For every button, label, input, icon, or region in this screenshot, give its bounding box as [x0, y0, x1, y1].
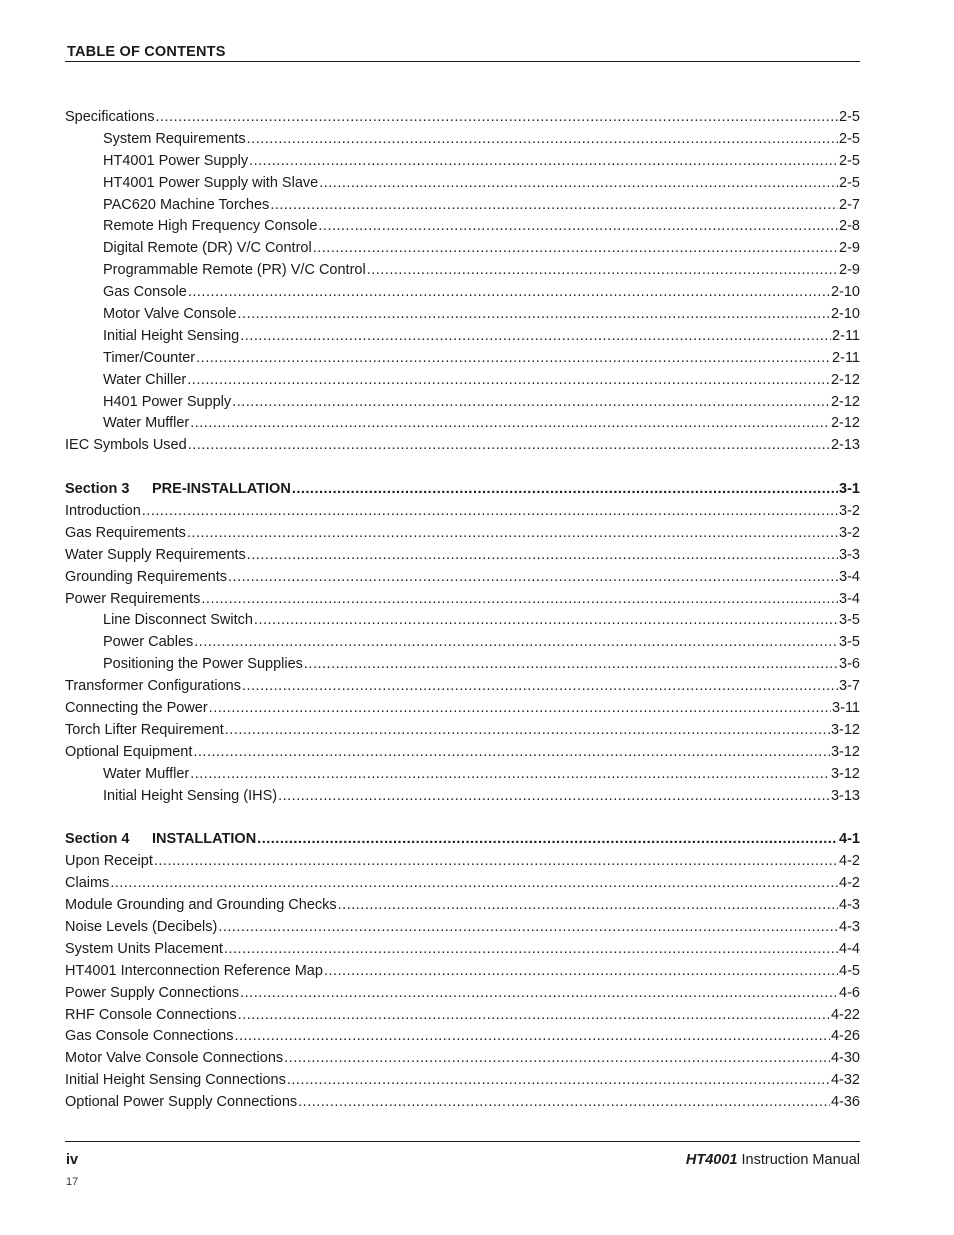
toc-leader-dots [154, 851, 838, 873]
toc-entry-title: Gas Console [103, 284, 187, 301]
toc-entry[interactable] [65, 1026, 860, 1048]
table-of-contents [65, 107, 860, 1114]
toc-entry-title: RHF Console Connections [65, 1006, 237, 1023]
toc-entry-title: Noise Levels (Decibels) [65, 918, 218, 935]
toc-entry-title: Introduction [65, 503, 141, 520]
toc-leader-dots [247, 545, 838, 567]
toc-leader-dots [187, 370, 830, 392]
toc-page-number: 4-3 [839, 897, 860, 914]
toc-entry-title: Gas Requirements [65, 524, 186, 541]
toc-entry-title: IEC Symbols Used [65, 437, 187, 454]
toc-entry-title: PAC620 Machine Torches [103, 196, 270, 213]
toc-leader-dots [196, 348, 831, 370]
toc-page-number: 3-12 [830, 721, 860, 738]
toc-leader-dots [238, 304, 830, 326]
toc-section-number: Section 3 [65, 481, 130, 498]
toc-leader-dots [313, 238, 838, 260]
toc-leader-dots [187, 523, 838, 545]
toc-entry[interactable] [65, 895, 860, 917]
toc-entry-title [65, 479, 291, 501]
toc-page-number: 4-36 [830, 1094, 860, 1111]
toc-entry-title: Connecting the Power [65, 700, 208, 717]
toc-entry-title: Remote High Frequency Console [103, 218, 318, 235]
toc-entry-title: Gas Console Connections [65, 1028, 234, 1045]
toc-entry-title: System Units Placement [65, 940, 223, 957]
toc-section-heading[interactable] [65, 829, 860, 851]
toc-leader-dots [367, 260, 838, 282]
toc-entry[interactable] [65, 786, 860, 808]
toc-entry-title: Programmable Remote (PR) V/C Control [103, 262, 366, 279]
toc-leader-dots [257, 829, 838, 851]
toc-leader-dots [188, 435, 830, 457]
toc-leader-dots [234, 1026, 830, 1048]
toc-entry[interactable] [65, 173, 860, 195]
toc-entry-title: Grounding Requirements [65, 568, 228, 585]
footer-manual-title [686, 1152, 860, 1168]
toc-entry-title: Specifications [65, 109, 155, 125]
toc-page-number: 2-5 [839, 109, 860, 125]
toc-entry[interactable] [65, 567, 860, 589]
header-divider [65, 61, 860, 62]
toc-entry[interactable] [65, 129, 860, 151]
toc-entry[interactable] [65, 523, 860, 545]
toc-page-number: 2-5 [839, 152, 860, 169]
toc-entry[interactable] [65, 260, 860, 282]
toc-entry-title: Power Requirements [65, 590, 201, 607]
toc-entry[interactable] [65, 151, 860, 173]
toc-entry[interactable] [65, 304, 860, 326]
toc-entry[interactable] [65, 983, 860, 1005]
toc-page-number: 2-5 [839, 174, 860, 191]
page-title: TABLE OF CONTENTS [67, 44, 226, 60]
toc-entry[interactable] [65, 742, 860, 764]
toc-entry[interactable] [65, 917, 860, 939]
toc-entry-title: Water Muffler [103, 765, 190, 782]
toc-leader-dots [194, 632, 838, 654]
toc-page-number: 2-12 [830, 415, 860, 432]
toc-leader-dots [240, 983, 838, 1005]
toc-leader-dots [270, 195, 838, 217]
toc-entry-title: Positioning the Power Supplies [103, 656, 303, 673]
toc-entry[interactable] [65, 1070, 860, 1092]
toc-page-number: 3-12 [830, 765, 860, 782]
toc-entry[interactable] [65, 282, 860, 304]
toc-leader-dots [254, 610, 838, 632]
toc-page-number: 2-8 [839, 218, 860, 235]
toc-page-number: 4-22 [830, 1006, 860, 1023]
toc-leader-dots [287, 1070, 830, 1092]
toc-page-number: 2-11 [832, 349, 860, 366]
toc-page-number: 4-2 [839, 853, 860, 870]
toc-section-title: INSTALLATION [152, 831, 257, 848]
toc-entry-title: Timer/Counter [103, 349, 196, 366]
toc-entry[interactable] [65, 216, 860, 238]
toc-leader-dots [228, 567, 838, 589]
toc-section-title: PRE-INSTALLATION [152, 481, 291, 498]
toc-page-number: 4-32 [830, 1072, 860, 1089]
toc-page-number: 2-11 [832, 327, 860, 344]
toc-entry-title: Power Cables [103, 634, 194, 651]
toc-page-number: 3-12 [830, 743, 860, 760]
toc-leader-dots [238, 1005, 830, 1027]
toc-entry[interactable] [65, 676, 860, 698]
toc-leader-dots [188, 282, 830, 304]
toc-entry-title: HT4001 Power Supply with Slave [103, 174, 319, 191]
toc-entry-title: Initial Height Sensing (IHS) [103, 787, 278, 804]
toc-leader-dots [218, 917, 838, 939]
toc-entry[interactable] [65, 961, 860, 983]
toc-page-number: 3-2 [839, 503, 860, 520]
toc-page-number: 2-9 [839, 240, 860, 257]
toc-page-number: 3-5 [839, 634, 860, 651]
toc-leader-dots [318, 216, 838, 238]
toc-entry[interactable] [65, 545, 860, 567]
toc-page-number: 4-2 [839, 875, 860, 892]
toc-entry[interactable] [65, 195, 860, 217]
toc-leader-dots [284, 1048, 830, 1070]
toc-section-heading[interactable] [65, 479, 860, 501]
toc-leader-dots [190, 764, 830, 786]
toc-entry-title: Torch Lifter Requirement [65, 721, 224, 738]
toc-entry-title: HT4001 Power Supply [103, 152, 249, 169]
toc-leader-dots [249, 151, 838, 173]
toc-leader-dots [224, 939, 838, 961]
toc-page-number: 4-30 [830, 1050, 860, 1067]
toc-entry[interactable] [65, 589, 860, 611]
toc-entry-title: Line Disconnect Switch [103, 612, 253, 629]
toc-leader-dots [247, 129, 838, 151]
toc-leader-dots [225, 720, 830, 742]
toc-leader-dots [292, 479, 838, 501]
toc-leader-dots [190, 413, 830, 435]
toc-entry-title: Digital Remote (DR) V/C Control [103, 240, 312, 257]
footer-divider [65, 1141, 860, 1142]
toc-entry-title: Motor Valve Console [103, 306, 237, 323]
toc-entry[interactable] [65, 1092, 860, 1114]
toc-leader-dots [232, 392, 830, 414]
toc-leader-dots [201, 589, 838, 611]
toc-page-number: 3-5 [839, 612, 860, 629]
toc-entry[interactable] [65, 413, 860, 435]
toc-entry-title: Motor Valve Console Connections [65, 1050, 284, 1067]
toc-page-number: 2-9 [839, 262, 860, 279]
toc-page-number: 3-2 [839, 524, 860, 541]
manual-model: HT4001 [685, 1152, 738, 1168]
toc-entry-title: Claims [65, 875, 110, 892]
toc-entry-title: Optional Equipment [65, 743, 193, 760]
toc-entry[interactable] [65, 501, 860, 523]
toc-page-number: 2-12 [830, 393, 860, 410]
toc-page-number: 4-6 [839, 984, 860, 1001]
toc-page-number: 2-5 [839, 130, 860, 147]
toc-entry-title: Transformer Configurations [65, 678, 241, 695]
toc-entry[interactable] [65, 1048, 860, 1070]
toc-page-number: 3-3 [839, 546, 860, 563]
toc-page-number: 4-1 [839, 831, 860, 848]
toc-leader-dots [242, 676, 838, 698]
toc-page-number: 4-5 [839, 962, 860, 979]
toc-entry[interactable] [65, 720, 860, 742]
toc-leader-dots [240, 326, 831, 348]
toc-leader-dots [209, 698, 831, 720]
toc-entry[interactable] [65, 370, 860, 392]
footer-sheet-number: 17 [66, 1176, 79, 1188]
toc-page-number: 2-10 [830, 306, 860, 323]
toc-entry-title: H401 Power Supply [103, 393, 232, 410]
toc-page-number: 3-4 [839, 590, 860, 607]
toc-leader-dots [278, 786, 830, 808]
toc-page-number: 4-4 [839, 940, 860, 957]
toc-entry[interactable] [65, 348, 860, 370]
toc-page-number: 3-13 [830, 787, 860, 804]
toc-entry[interactable] [65, 654, 860, 676]
toc-page-number: 4-3 [839, 918, 860, 935]
toc-leader-dots [155, 107, 838, 129]
toc-entry-title: Water Muffler [103, 415, 190, 432]
toc-page-number: 2-12 [830, 371, 860, 388]
toc-entry[interactable] [65, 107, 860, 129]
toc-page-number: 3-1 [839, 481, 860, 498]
toc-entry-title: System Requirements [103, 130, 246, 147]
toc-entry[interactable] [65, 1005, 860, 1027]
toc-entry[interactable] [65, 939, 860, 961]
toc-entry-title [65, 829, 256, 851]
toc-leader-dots [319, 173, 838, 195]
toc-entry[interactable] [65, 851, 860, 873]
toc-leader-dots [324, 961, 838, 983]
toc-page-number: 4-26 [830, 1028, 860, 1045]
toc-page-number: 2-7 [839, 196, 860, 213]
toc-page-number: 2-10 [830, 284, 860, 301]
toc-leader-dots [110, 873, 838, 895]
toc-entry-title: Optional Power Supply Connections [65, 1094, 298, 1111]
toc-entry[interactable] [65, 610, 860, 632]
toc-entry[interactable] [65, 873, 860, 895]
toc-entry[interactable] [65, 698, 860, 720]
toc-leader-dots [193, 742, 830, 764]
toc-leader-dots [142, 501, 838, 523]
toc-page-number: 3-11 [832, 700, 860, 717]
toc-entry[interactable] [65, 764, 860, 786]
toc-leader-dots [338, 895, 838, 917]
toc-entry[interactable] [65, 392, 860, 414]
toc-entry[interactable] [65, 326, 860, 348]
manual-title: Instruction Manual [741, 1152, 860, 1168]
toc-section-number: Section 4 [65, 831, 130, 848]
toc-page-number: 3-7 [839, 678, 860, 695]
toc-entry-title: Water Supply Requirements [65, 546, 246, 563]
toc-entry-title: Power Supply Connections [65, 984, 240, 1001]
toc-entry-title: HT4001 Interconnection Reference Map [65, 962, 323, 979]
toc-page-number: 2-13 [830, 437, 860, 454]
toc-entry[interactable] [65, 238, 860, 260]
footer-page-label: iv [66, 1152, 79, 1168]
toc-page-number: 3-4 [839, 568, 860, 585]
toc-entry-title: Module Grounding and Grounding Checks [65, 897, 337, 914]
toc-leader-dots [298, 1092, 830, 1114]
toc-leader-dots [304, 654, 838, 676]
toc-entry[interactable] [65, 632, 860, 654]
toc-entry-title: Initial Height Sensing [103, 327, 240, 344]
toc-entry[interactable] [65, 435, 860, 457]
toc-entry-title: Upon Receipt [65, 853, 153, 870]
toc-entry-title: Water Chiller [103, 371, 187, 388]
toc-entry-title: Initial Height Sensing Connections [65, 1072, 286, 1089]
toc-page-number: 3-6 [839, 656, 860, 673]
